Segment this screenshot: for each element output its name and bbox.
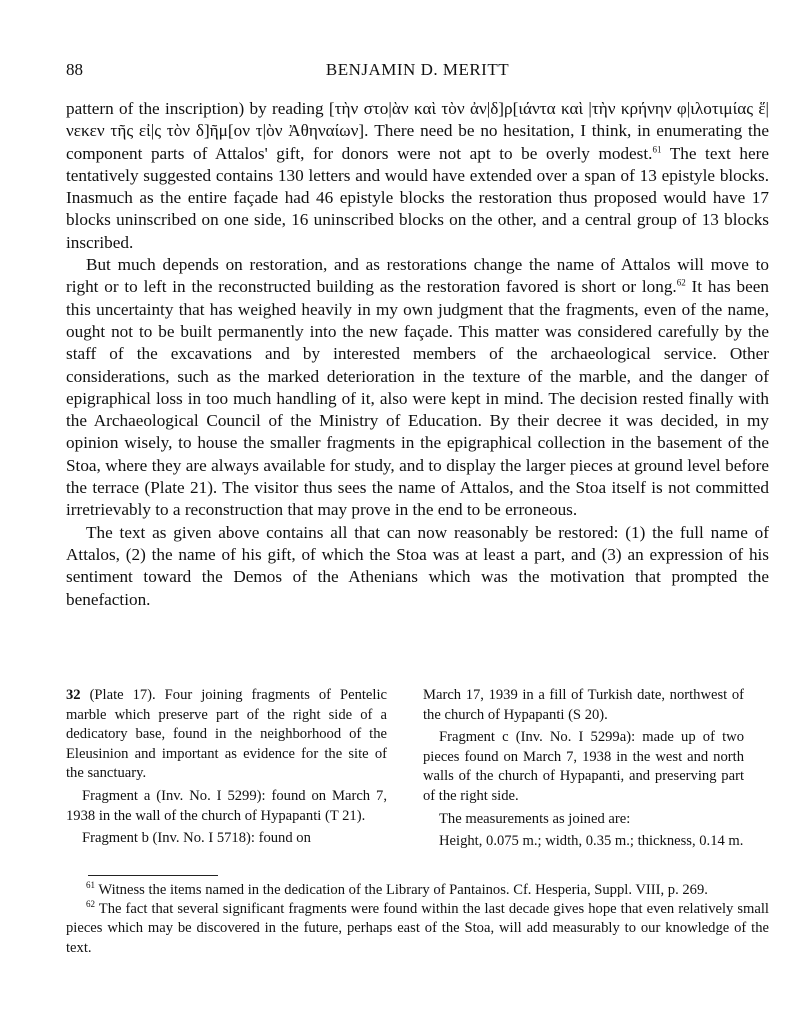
paragraph-1 xyxy=(66,98,769,254)
footnote-ref-61: 61 xyxy=(652,143,662,154)
footnote-62 xyxy=(66,900,769,958)
fragment-b-start: Fragment b (Inv. No. I 5718): found on xyxy=(82,830,311,847)
paragraph-1-text-b: The text here tentatively suggested contains 130 letters and would have extended over a span of 13 epistyle blocks. Inasmuch as the entire façade had 46 epistyle blocks the restoration thus proposed would have 17 blocks uninscribed on one side, 16 uninscribed blocks on the other, and a central group of 13 blocks inscribed. xyxy=(66,143,770,252)
entry-left-column xyxy=(66,686,387,852)
paragraph-1-text-a: pattern of the inscription) by reading [τὴν στο|ὰν καὶ τὸν ἀν|δ]ρ[ιάντα καὶ |τὴν κρήνην φ|ιλοτιμίας ἕ|νεκεν τῆς εἰ|ς τὸν δ]ῆμ[ον τ|ὸν Ἀθηναίων]. There need be no hesitation, I think, in enumerating the component parts of Attalos' gift, for donors were not apt to be overly modest. xyxy=(66,99,769,163)
entry-number: 32 xyxy=(66,687,81,703)
paragraph-2-text-b: It has been this uncertainty that has weighed heavily in my own judgment that the fragments, even of the name, ought not to be built permanently into the new façade. This matter was considered carefully by the staff of the excavations and by interested members of the archaeological service. Other considerations, such as the marked deterioration in the texture of the marble, and the danger of epigraphical loss in too much handling of it, also were kept in mind. The decision rested finally with the Archaeological Council of the Ministry of Education. By their decree it was decided, in my opinion wisely, to house the smaller fragments in the epigraphical collection in the basement of the Stoa, where they are always available for study, and to display the larger pieces at ground level before the terrace (Plate 21). The visitor thus sees the name of Attalos, and the Stoa itself is not committed irretrievably to a reconstruction that may prove in the end to be erroneous. xyxy=(66,277,769,520)
entry-right-column xyxy=(423,686,744,855)
main-text xyxy=(66,98,769,611)
page-header xyxy=(66,60,769,82)
entry-description: (Plate 17). Four joining fragments of Pentelic marble which preserve part of the right side of a dedicatory base, found in the neighborhood of the Eleusinion and important as evidence for the site of the sanctuary. xyxy=(66,687,387,782)
fragment-c: Fragment c (Inv. No. I 5299a): made up of two pieces found on March 7, 1938 in the west and north walls of the church of Hypapanti, and preserving part of the right side. xyxy=(423,729,744,804)
footnote-rule xyxy=(88,875,218,876)
paragraph-2-text-a: But much depends on restoration, and as restorations change the name of Attalos will move to right or to left in the reconstructed building as the restoration favored is short or long. xyxy=(66,255,769,297)
paragraph-2 xyxy=(66,254,769,522)
entry-intro xyxy=(66,686,387,784)
running-head: BENJAMIN D. MERITT xyxy=(325,60,510,79)
footnote-61 xyxy=(66,881,769,900)
measurements-intro: The measurements as joined are: xyxy=(439,810,631,827)
fragment-b-cont: March 17, 1939 in a fill of Turkish date, northwest of the church of Hypapanti (S 20). xyxy=(423,687,744,723)
measurements: Height, 0.075 m.; width, 0.35 m.; thickness, 0.14 m. xyxy=(439,833,744,850)
footnote-ref-62: 62 xyxy=(676,277,686,288)
footnote-61-mark: 61 xyxy=(86,880,95,891)
page-number: 88 xyxy=(66,60,83,79)
footnote-61-text: Witness the items named in the dedication of the Library of Pantainos. Cf. Hesperia, Suppl. VIII, p. 269. xyxy=(95,882,708,898)
footnotes xyxy=(66,881,769,958)
paragraph-3: The text as given above contains all that can now reasonably be restored: (1) the full name of Attalos, (2) the name of his gift, of which the Stoa was at least a part, and (3) an expression of his sentiment toward the Demos of the Athenians which was the motivation that prompted the benefaction. xyxy=(66,522,769,609)
footnote-62-text: The fact that several significant fragments were found within the last decade gives hope that even relatively small pieces which may be discovered in the future, perhaps east of the Stoa, will add measurably to our knowledge of the text. xyxy=(66,901,769,956)
fragment-a: Fragment a (Inv. No. I 5299): found on March 7, 1938 in the wall of the church of Hypapanti (T 21). xyxy=(66,787,387,824)
footnote-62-mark: 62 xyxy=(86,899,95,910)
